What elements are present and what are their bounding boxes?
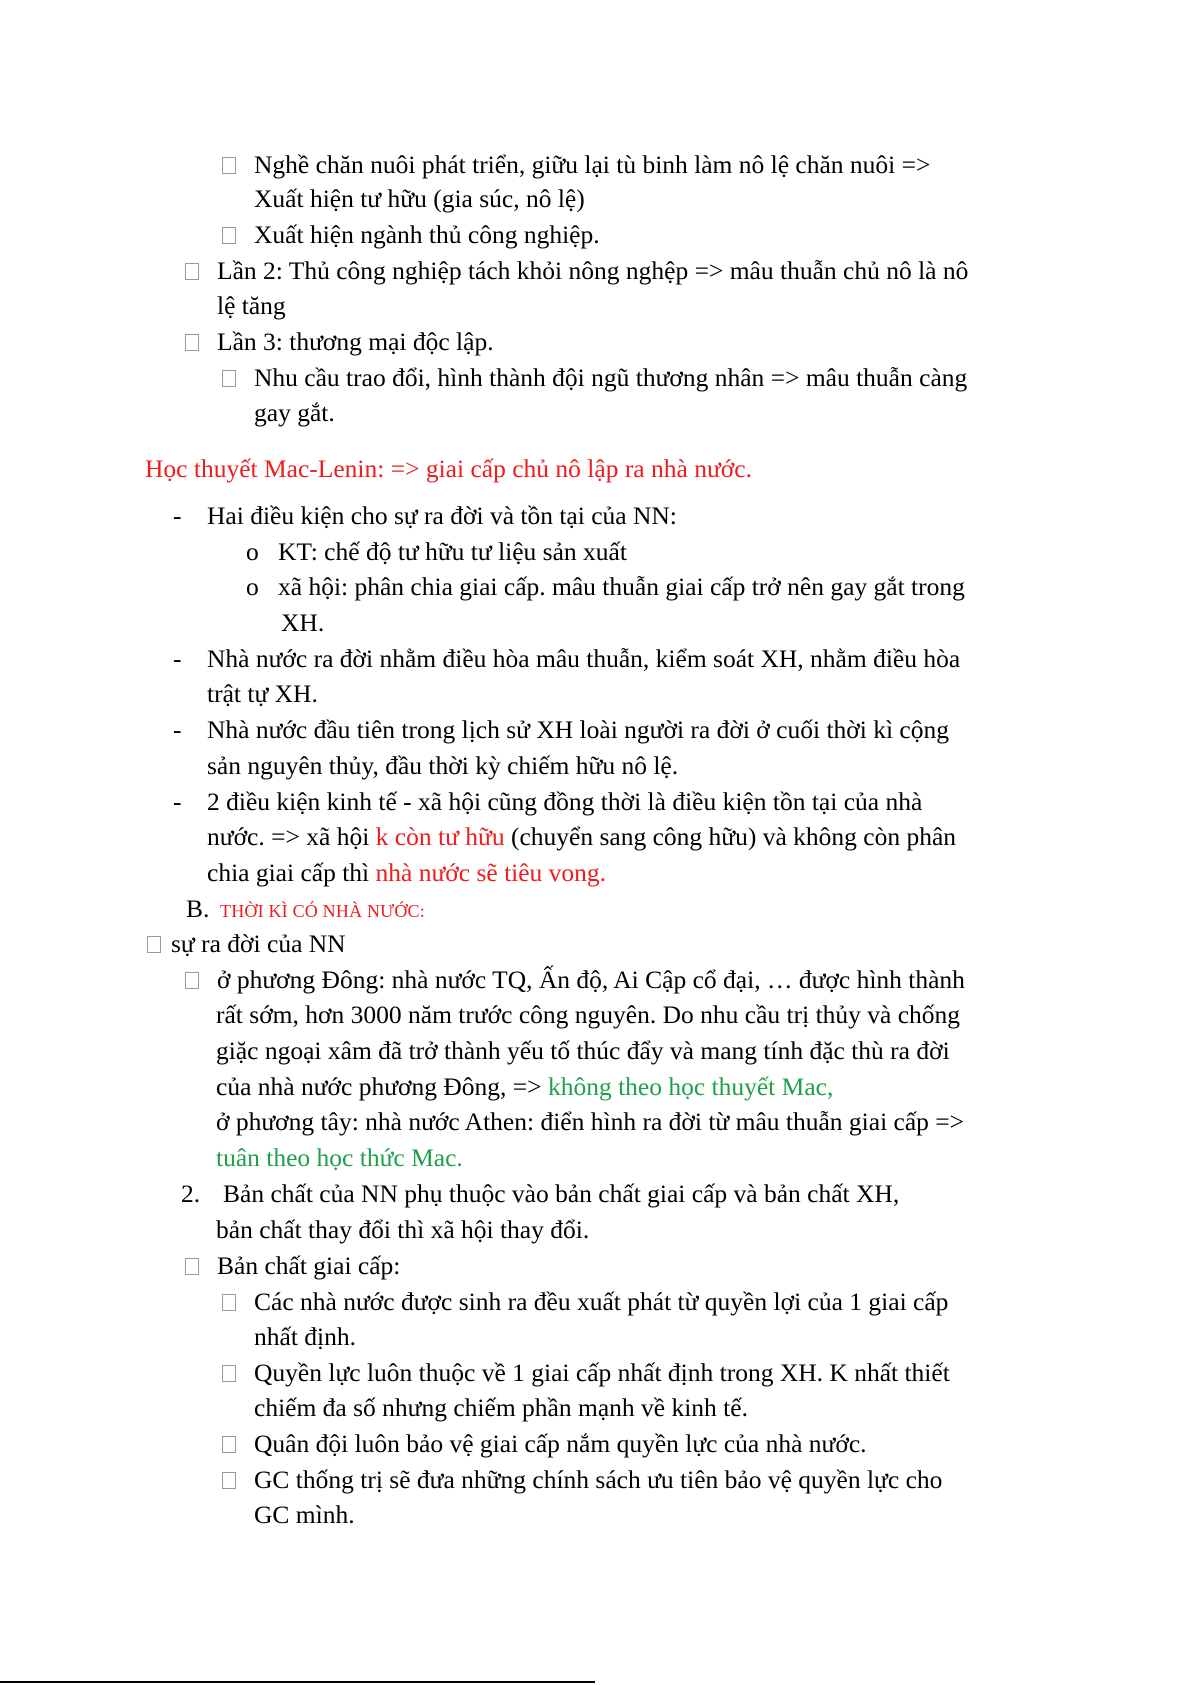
- dash-marker: -: [173, 715, 182, 744]
- text: sự ra đời của NN: [171, 929, 346, 958]
- text: Xuất hiện ngành thủ công nghiệp.: [254, 220, 600, 249]
- list-item-continuation: bản chất thay đổi thì xã hội thay đổi.: [216, 1215, 590, 1244]
- list-item-continuation: sản nguyên thủy, đầu thời kỳ chiếm hữu nô lệ.: [207, 751, 679, 780]
- text: Lần 2: Thủ công nghiệp tách khỏi nông nghệp => mâu thuẫn chủ nô là nô: [217, 256, 969, 285]
- checkbox-bullet-icon: [147, 936, 161, 953]
- list-item: [222, 1463, 942, 1497]
- list-item-continuation: trật tự XH.: [207, 679, 318, 708]
- text: Nhà nước ra đời nhằm điều hòa mâu thuẫn, kiểm soát XH, nhằm điều hòa: [207, 644, 961, 673]
- list-item-continuation: chiếm đa số nhưng chiếm phần mạnh về kinh tế.: [254, 1393, 748, 1422]
- checkbox-bullet-icon: [222, 1472, 236, 1489]
- list-item-continuation: GC mình.: [254, 1500, 355, 1529]
- o-item: [246, 570, 965, 604]
- dash-item: [173, 713, 949, 747]
- checkbox-bullet-icon: [222, 1294, 236, 1311]
- text: Quyền lực luôn thuộc về 1 giai cấp nhất định trong XH. K nhất thiết: [254, 1358, 950, 1387]
- text: Nghề chăn nuôi phát triển, giữu lại tù binh làm nô lệ chăn nuôi =>: [254, 150, 931, 179]
- page-bottom-rule: [0, 1681, 595, 1683]
- numbered-item: [181, 1177, 899, 1211]
- checkbox-bullet-icon: [185, 972, 199, 989]
- list-item: [222, 148, 930, 182]
- dash-marker: -: [173, 787, 182, 816]
- checkbox-bullet-icon: [222, 157, 236, 174]
- green-text: không theo học thuyết Mac,: [547, 1072, 834, 1101]
- checkbox-bullet-icon: [185, 1258, 199, 1275]
- o-item: [246, 535, 627, 569]
- list-item-continuation: lệ tăng: [217, 291, 286, 320]
- list-item: [222, 218, 600, 252]
- checkbox-bullet-icon: [185, 263, 199, 280]
- list-item: [147, 927, 346, 961]
- red-heading: Học thuyết Mac-Lenin: => giai cấp chủ nô lập ra nhà nước.: [145, 454, 752, 483]
- list-item-continuation: gay gắt.: [254, 398, 335, 427]
- checkbox-bullet-icon: [222, 227, 236, 244]
- text: chia giai cấp thì: [207, 858, 376, 887]
- text: GC thống trị sẽ đưa những chính sách ưu tiên bảo vệ quyền lực cho: [254, 1465, 943, 1494]
- dash-item: [173, 785, 922, 819]
- list-item-continuation: XH.: [281, 608, 325, 637]
- text: Các nhà nước được sinh ra đều xuất phát từ quyền lợi của 1 giai cấp: [254, 1287, 949, 1316]
- list-item-continuation: [207, 856, 606, 890]
- checkbox-bullet-icon: [185, 334, 199, 351]
- list-item-continuation: rất sớm, hơn 3000 năm trước công nguyên. Do nhu cầu trị thủy và chống: [216, 1000, 961, 1029]
- text: Nhà nước đầu tiên trong lịch sử XH loài người ra đời ở cuối thời kì cộng: [207, 715, 950, 744]
- list-item: [222, 1427, 867, 1461]
- green-text: tuân theo học thức Mac.: [216, 1143, 463, 1172]
- text: (chuyển sang công hữu) và không còn phân: [504, 822, 957, 851]
- red-text: k còn tư hữu: [375, 822, 505, 851]
- text: xã hội: phân chia giai cấp. mâu thuẫn giai cấp trở nên gay gắt trong: [278, 572, 965, 601]
- dash-marker: -: [173, 644, 182, 673]
- section-label: B.: [186, 894, 210, 923]
- list-item-continuation: [216, 1070, 833, 1104]
- list-item-continuation: [207, 820, 956, 854]
- list-item: [185, 254, 968, 288]
- section-title: THỜI KÌ CÓ NHÀ NƯỚC:: [220, 901, 425, 921]
- list-item: [185, 325, 494, 359]
- list-item: [185, 1249, 400, 1283]
- checkbox-bullet-icon: [222, 370, 236, 387]
- list-item-continuation: nhất định.: [254, 1322, 356, 1351]
- o-bullet: o: [246, 537, 259, 566]
- text: Hai điều kiện cho sự ra đời và tồn tại của NN:: [207, 501, 677, 530]
- text: 2 điều kiện kinh tế - xã hội cũng đồng thời là điều kiện tồn tại của nhà: [207, 787, 923, 816]
- checkbox-bullet-icon: [222, 1365, 236, 1382]
- text: Nhu cầu trao đổi, hình thành đội ngũ thương nhân => mâu thuẫn càng: [254, 363, 968, 392]
- list-item-continuation: ở phương tây: nhà nước Athen: điển hình ra đời từ mâu thuẫn giai cấp =>: [216, 1107, 965, 1136]
- text: Lần 3: thương mại độc lập.: [217, 327, 494, 356]
- text: của nhà nước phương Đông, =>: [216, 1072, 548, 1101]
- list-item-continuation: giặc ngoại xâm đã trở thành yếu tố thúc đẩy và mang tính đặc thù ra đời: [216, 1036, 950, 1065]
- list-item: [222, 1285, 948, 1319]
- text: Bản chất giai cấp:: [217, 1251, 401, 1280]
- list-item: [222, 1356, 950, 1390]
- list-item: [222, 361, 967, 395]
- list-item-continuation: Xuất hiện tư hữu (gia súc, nô lệ): [254, 184, 585, 213]
- text: nước. => xã hội: [207, 822, 376, 851]
- item-number: 2.: [181, 1179, 201, 1208]
- checkbox-bullet-icon: [222, 1436, 236, 1453]
- section-heading-b: [186, 892, 425, 928]
- text: Quân đội luôn bảo vệ giai cấp nắm quyền lực của nhà nước.: [254, 1429, 867, 1458]
- dash-marker: -: [173, 501, 182, 530]
- red-text: nhà nước sẽ tiêu vong.: [375, 858, 607, 887]
- dash-item: [173, 499, 677, 533]
- dash-item: [173, 642, 960, 676]
- list-item: [185, 963, 965, 997]
- text: Bản chất của NN phụ thuộc vào bản chất giai cấp và bản chất XH,: [223, 1179, 900, 1208]
- o-bullet: o: [246, 572, 259, 601]
- text: KT: chế độ tư hữu tư liệu sản xuất: [278, 537, 627, 566]
- text: ở phương Đông: nhà nước TQ, Ấn độ, Ai Cập cổ đại, … được hình thành: [217, 965, 965, 994]
